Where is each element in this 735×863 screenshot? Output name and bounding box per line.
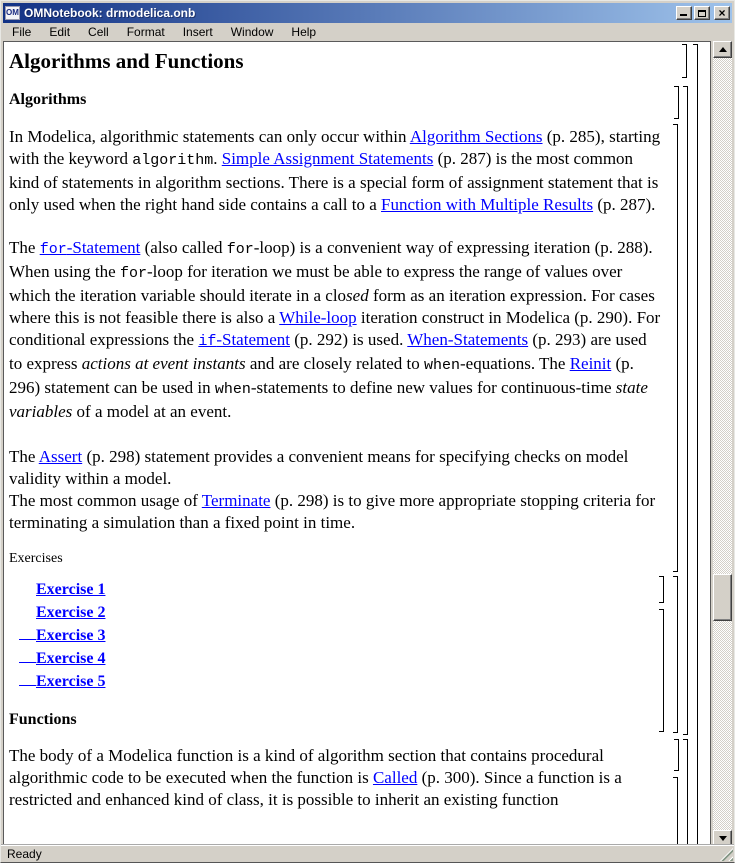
- list-item: [9, 648, 661, 671]
- text-run: (p. 300). Since a function is a restricted and enhanced kind of class, it is possible to inherit an existing function: [9, 768, 622, 809]
- list-item: [9, 602, 661, 625]
- doc-link[interactable]: Reinit: [569, 354, 612, 373]
- cell-bracket-functions-heading[interactable]: [674, 739, 679, 771]
- list-item: [9, 671, 661, 694]
- cell-bracket-exercises-heading[interactable]: [659, 576, 664, 603]
- doc-link[interactable]: Function with Multiple Results: [381, 195, 594, 214]
- doc-link[interactable]: -Statement: [216, 330, 290, 349]
- indent: [19, 648, 36, 663]
- indent: [19, 602, 36, 617]
- doc-link[interactable]: Simple Assignment Statements: [221, 149, 434, 168]
- cell-bracket-algorithms-text[interactable]: [673, 124, 678, 572]
- section-heading-functions: Functions: [9, 711, 77, 728]
- close-button[interactable]: [714, 6, 730, 20]
- resize-grip-icon[interactable]: [720, 848, 733, 861]
- maximize-icon: [698, 10, 706, 17]
- menu-help[interactable]: Help: [291, 24, 317, 39]
- cell-bracket-algorithms-heading[interactable]: [674, 86, 679, 119]
- notebook-document: [9, 42, 661, 811]
- text-run: -statements to define new values for continuous-time: [250, 378, 616, 397]
- text-run: for: [119, 265, 147, 282]
- text-run: when: [423, 357, 460, 374]
- minimize-icon: [680, 14, 687, 16]
- doc-link[interactable]: Assert: [38, 447, 83, 466]
- text-run: The: [9, 238, 40, 257]
- text-run: algorithm: [132, 152, 214, 169]
- scroll-up-button[interactable]: [713, 41, 732, 58]
- menu-window[interactable]: Window: [230, 24, 274, 39]
- scrollbar-thumb[interactable]: [713, 574, 732, 621]
- text-run: state variables: [9, 378, 648, 421]
- notebook-viewport[interactable]: [3, 41, 711, 847]
- exercise-5-link[interactable]: Exercise 5: [36, 673, 106, 690]
- text-run: The body of a Modelica function is a kind of algorithm section that contains procedural algorithmic code to be executed when the function is: [9, 746, 604, 787]
- down-arrow-icon: [719, 836, 727, 841]
- exercise-list: [9, 579, 661, 694]
- text-run: (p. 298) is to give more appropriate stopping criteria for terminating a simulation than a fixed point in time.: [9, 491, 656, 532]
- menu-edit[interactable]: Edit: [49, 24, 71, 39]
- text-run: -equations. The: [460, 354, 570, 373]
- exercises-heading: Exercises: [9, 551, 63, 566]
- group-bracket-chapter[interactable]: [693, 44, 698, 847]
- list-item: [9, 625, 661, 648]
- app-icon[interactable]: OM: [5, 6, 20, 20]
- text-run: sed: [346, 286, 369, 305]
- text-run: (also called: [140, 238, 227, 257]
- cell-bracket-chapter-title[interactable]: [682, 44, 687, 78]
- menu-insert[interactable]: Insert: [182, 24, 213, 39]
- group-bracket-algorithms[interactable]: [683, 86, 688, 735]
- paragraph: [9, 237, 661, 423]
- chapter-title: Algorithms and Functions: [9, 49, 244, 73]
- status-text: Ready: [7, 847, 42, 861]
- text-run: .: [213, 149, 222, 168]
- indent: [19, 579, 36, 594]
- doc-link[interactable]: if: [198, 333, 217, 350]
- doc-link[interactable]: for: [39, 241, 67, 258]
- paragraph: [9, 446, 661, 534]
- menu-bar: [3, 23, 732, 41]
- text-run: -loop) is a convenient way of expressing iteration (p. 288). When using the: [9, 238, 653, 281]
- window-title: OMNotebook: drmodelica.onb: [24, 6, 196, 20]
- doc-link[interactable]: Algorithm Sections: [409, 127, 543, 146]
- text-run: (p. 287) is the most common kind of statements in algorithm sections. There is a special form of assignment statement that is only used when the right hand side contains a call to a: [9, 149, 659, 214]
- doc-link[interactable]: Terminate: [201, 491, 271, 510]
- text-run: (p. 296) statement can be used in: [9, 354, 634, 397]
- group-bracket-exercises[interactable]: [673, 576, 678, 733]
- text-run: form as an iteration expression. For cases where this is not feasible there is also a: [9, 286, 655, 327]
- text-run: -loop for iteration we must be able to express the range of values over which the iteration variable should iterate in a clo: [9, 262, 623, 305]
- text-run: of a model at an event.: [72, 402, 232, 421]
- cell-bracket-functions-text[interactable]: [673, 777, 678, 847]
- minimize-button[interactable]: [676, 6, 692, 20]
- title-bar[interactable]: [3, 3, 732, 23]
- exercise-3-link[interactable]: Exercise 3: [36, 627, 106, 644]
- status-bar: [1, 845, 734, 862]
- text-run: (p. 298) statement provides a convenient means for specifying checks on model validity within a model.: [9, 447, 629, 488]
- exercise-2-link[interactable]: Exercise 2: [36, 604, 106, 621]
- exercise-4-link[interactable]: Exercise 4: [36, 650, 106, 667]
- list-item: [9, 579, 661, 602]
- text-run: In Modelica, algorithmic statements can only occur within: [9, 127, 410, 146]
- indent: [19, 671, 36, 686]
- text-run: for: [226, 241, 254, 258]
- text-run: iteration construct in Modelica (p. 290). For conditional expressions the: [9, 308, 661, 349]
- doc-link[interactable]: When-Statements: [407, 330, 529, 349]
- indent: [19, 625, 36, 640]
- menu-format[interactable]: Format: [126, 24, 165, 39]
- group-bracket-functions[interactable]: [683, 739, 688, 847]
- text-run: and are closely related to: [245, 354, 424, 373]
- maximize-button[interactable]: [694, 6, 710, 20]
- paragraph: [9, 126, 661, 216]
- exercise-1-link[interactable]: Exercise 1: [36, 581, 106, 598]
- doc-link[interactable]: Called: [372, 768, 418, 787]
- vertical-scrollbar[interactable]: [713, 41, 732, 847]
- text-run: (p. 292) is used.: [290, 330, 408, 349]
- doc-link[interactable]: -Statement: [66, 238, 141, 257]
- text-run: actions at event instants: [81, 354, 246, 373]
- menu-cell[interactable]: Cell: [88, 24, 109, 39]
- menu-file[interactable]: File: [12, 24, 32, 39]
- window-controls: [676, 6, 730, 20]
- text-run: (p. 285), starting with the keyword: [9, 127, 661, 168]
- up-arrow-icon: [719, 47, 727, 52]
- paragraph: [9, 745, 661, 811]
- doc-link[interactable]: While-loop: [279, 308, 357, 327]
- cell-bracket-exercise-links[interactable]: [659, 609, 664, 732]
- close-icon: ×: [718, 6, 726, 20]
- text-run: The: [9, 447, 39, 466]
- text-run: when: [214, 381, 251, 398]
- section-heading-algorithms: Algorithms: [9, 91, 87, 108]
- text-run: The most common usage of: [9, 491, 202, 510]
- text-run: (p. 293) are used to express: [9, 330, 647, 373]
- text-run: (p. 287).: [593, 195, 656, 214]
